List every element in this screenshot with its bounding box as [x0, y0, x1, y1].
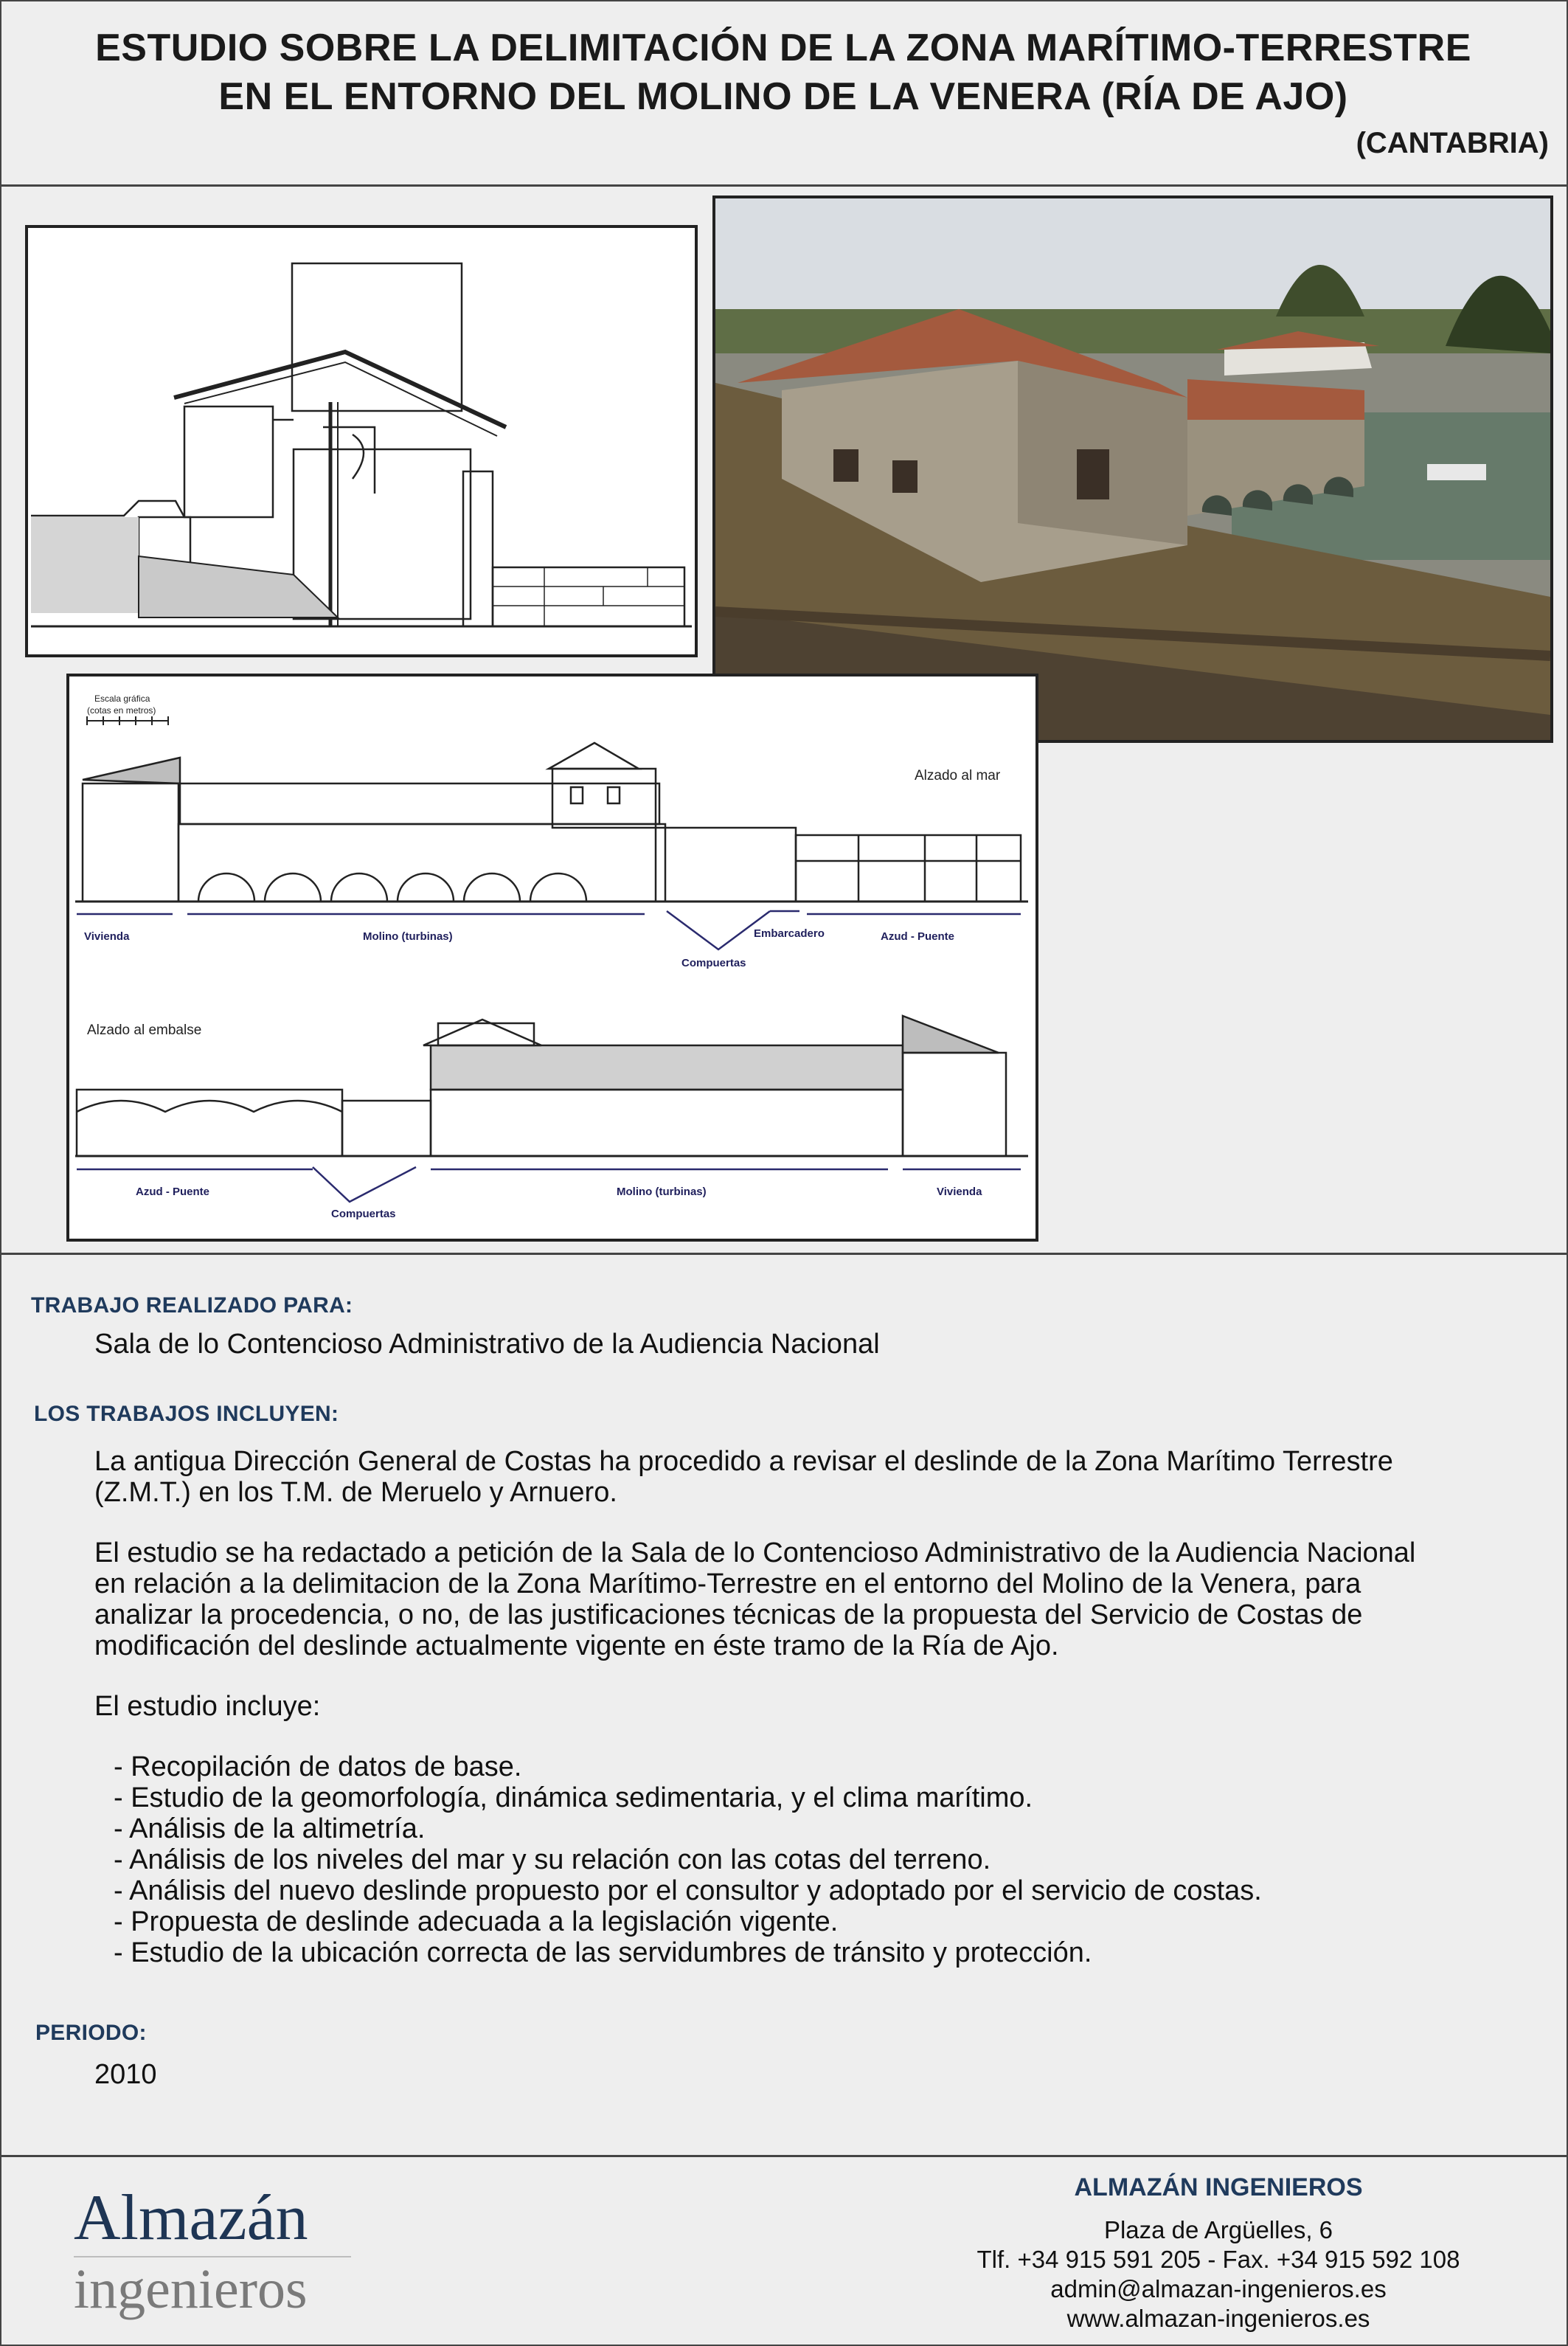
works-body	[94, 1446, 1555, 1968]
header	[1, 1, 1567, 187]
description-section	[1, 1255, 1567, 2157]
client-label: TRABAJO REALIZADO PARA:	[31, 1293, 353, 1318]
list-item: - Análisis del nuevo deslinde propuesto por el consultor y adoptado por el servicio de costas.	[114, 1875, 1262, 1906]
sea-label-vivienda: Vivienda	[84, 930, 130, 943]
company-email: admin@almazan-ingenieros.es	[1050, 2275, 1387, 2302]
works-paragraph-1-line-1: La antigua Dirección General de Costas ha procedido a revisar el deslinde de la Zona Marítimo Terrestre	[94, 1446, 1393, 1477]
figures-area	[1, 187, 1567, 1255]
page-title	[46, 24, 1521, 121]
reservoir-elevation-drawing	[75, 1016, 1028, 1156]
reservoir-label-molino: Molino (turbinas)	[617, 1186, 707, 1198]
list-item: - Análisis de los niveles del mar y su relación con las cotas del terreno.	[114, 1844, 991, 1875]
title-line-1: ESTUDIO SOBRE LA DELIMITACIÓN DE LA ZONA MARÍTIMO-TERRESTRE	[95, 27, 1471, 69]
company-website: www.almazan-ingenieros.es	[1066, 2305, 1370, 2332]
works-list	[94, 1751, 1555, 1968]
sea-elevation-arrows	[77, 911, 1021, 949]
cross-section-drawing	[25, 225, 698, 657]
works-paragraph-2-line-4: modificación del deslinde actualmente vigente en éste tramo de la Ría de Ajo.	[94, 1630, 1059, 1661]
scale-label-1: Escala gráfica	[94, 693, 150, 704]
reservoir-label-compuertas: Compuertas	[331, 1208, 396, 1220]
works-paragraph-2	[94, 1537, 1555, 1661]
reservoir-label-vivienda: Vivienda	[937, 1186, 982, 1198]
elevations-svg	[69, 677, 1035, 1239]
region-label: (CANTABRIA)	[1356, 127, 1549, 159]
elevations-drawing	[66, 674, 1038, 1242]
works-paragraph-1-line-2: (Z.M.T.) en los T.M. de Meruelo y Arnuero.	[94, 1477, 617, 1508]
company-phone: Tlf. +34 915 591 205 - Fax. +34 915 592 108	[976, 2246, 1460, 2273]
mill-photo-svg	[715, 198, 1550, 740]
client-value: Sala de lo Contencioso Administrativo de la Audiencia Nacional	[94, 1329, 880, 1360]
works-paragraph-2-line-3: analizar la procedencia, o no, de las justificaciones técnicas de la propuesta del Servicio de Costas de	[94, 1599, 1363, 1630]
scale-bar	[87, 716, 168, 725]
list-item: - Propuesta de deslinde adecuada a la legislación vigente.	[114, 1906, 839, 1937]
reservoir-elevation-arrows	[77, 1167, 1021, 1202]
title-line-2: EN EL ENTORNO DEL MOLINO DE LA VENERA (RÍA DE AJO)	[218, 75, 1348, 118]
company-address: Plaza de Argüelles, 6	[1103, 2216, 1333, 2243]
sea-label-molino: Molino (turbinas)	[363, 930, 453, 943]
logo-wordmark-top: Almazán	[74, 2182, 308, 2254]
cross-section-svg	[28, 228, 695, 654]
works-paragraph-1	[94, 1446, 1555, 1508]
works-intro: El estudio incluye:	[94, 1691, 321, 1722]
company-name: ALMAZÁN INGENIEROS	[1074, 2173, 1363, 2201]
period-value: 2010	[94, 2059, 157, 2090]
sea-label-embarcadero: Embarcadero	[754, 927, 825, 940]
logo-wordmark-bottom: ingenieros	[74, 2258, 308, 2320]
reservoir-label-azud: Azud - Puente	[136, 1186, 209, 1198]
sea-elevation-drawing	[75, 743, 1028, 902]
scale-label-2: (cotas en metros)	[87, 705, 156, 716]
list-item: - Recopilación de datos de base.	[114, 1751, 522, 1782]
footer	[1, 2157, 1567, 2345]
works-paragraph-2-line-2: en relación a la delimitacion de la Zona Marítimo-Terrestre en el entorno del Molino de la Venera, para	[94, 1568, 1361, 1599]
period-label: PERIODO:	[35, 2021, 147, 2045]
company-contact	[968, 2173, 1469, 2333]
list-item: - Estudio de la geomorfología, dinámica sedimentaria, y el clima marítimo.	[114, 1782, 1033, 1813]
mill-photo	[712, 196, 1553, 743]
works-paragraph-2-line-1: El estudio se ha redactado a petición de la Sala de lo Contencioso Administrativo de la Audiencia Nacional	[94, 1537, 1416, 1568]
sea-elevation-title: Alzado al mar	[915, 768, 1001, 783]
list-item: - Análisis de la altimetría.	[114, 1813, 426, 1844]
sea-label-azud: Azud - Puente	[881, 930, 954, 943]
list-item: - Estudio de la ubicación correcta de las servidumbres de tránsito y protección.	[114, 1937, 1092, 1968]
reservoir-elevation-title: Alzado al embalse	[87, 1023, 202, 1038]
sea-label-compuertas: Compuertas	[681, 957, 746, 969]
works-label: LOS TRABAJOS INCLUYEN:	[34, 1402, 339, 1426]
